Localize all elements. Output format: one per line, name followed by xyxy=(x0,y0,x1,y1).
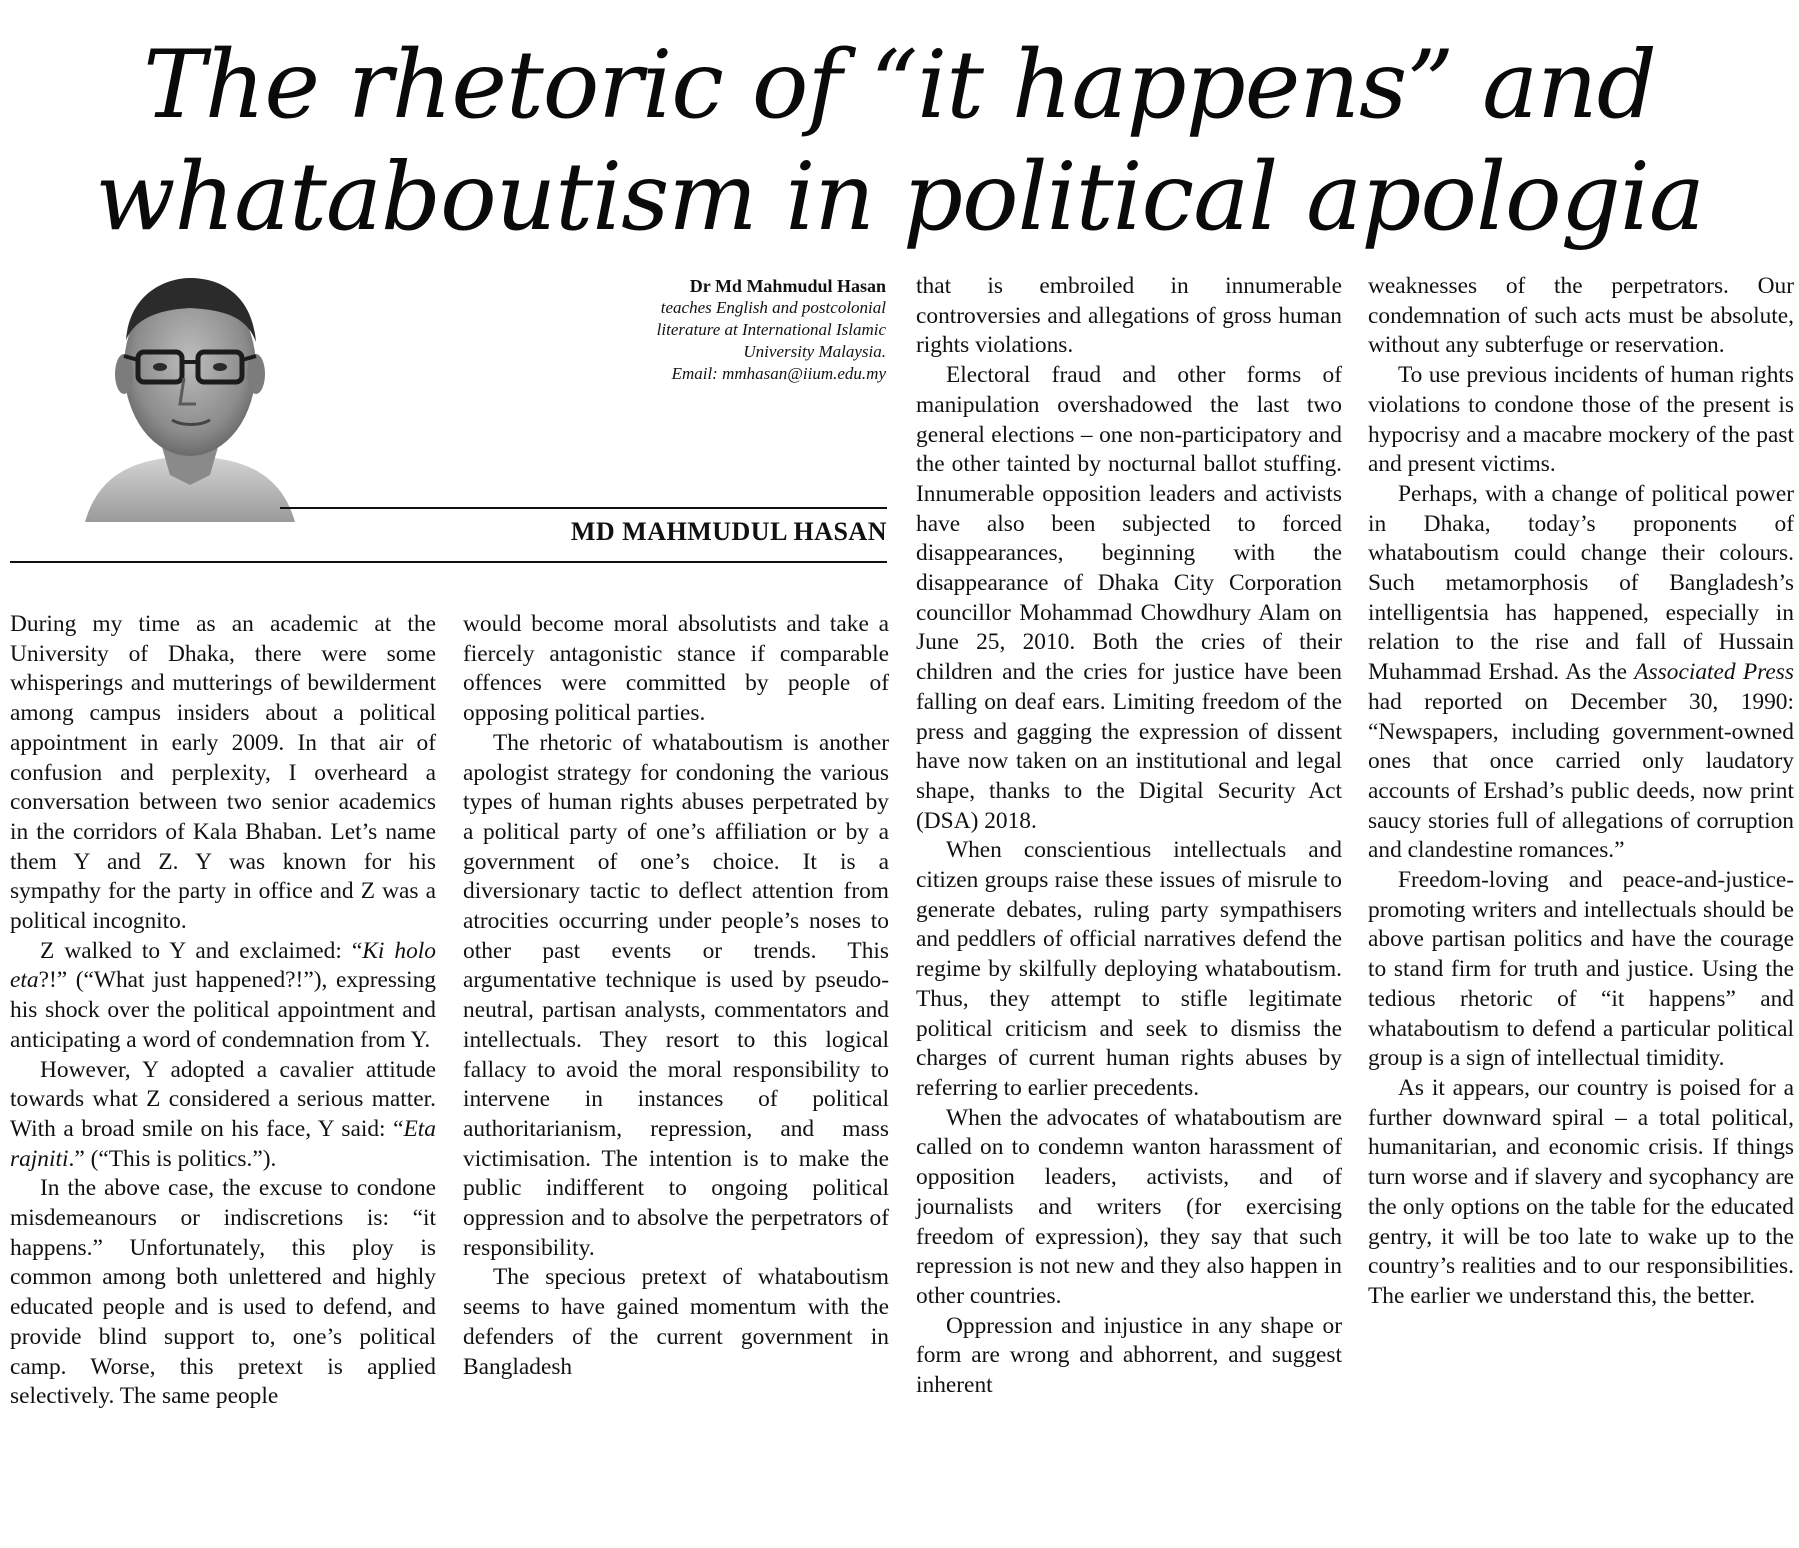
paragraph: Freedom-loving and peace-and-justice-promoting writers and intellectuals should be above partisan politics and have the courage to stand firm for truth and justice. Using the tedious rhetoric of “it happens” and whataboutism to defend a particular political group is a sign of intellectual timidity. xyxy=(1368,867,1794,1072)
paragraph: However, Y adopted a cavalier attitude towards what Z considered a serious matter. With a broad smile on his face, Y said: “Eta rajniti.” (“This is politics.”). xyxy=(10,1056,436,1172)
paragraph: As it appears, our country is poised for a further downward spiral – a total political, humanitarian, and economic crisis. If things turn worse and if slavery and sycophancy are the only options on the table for the educated gentry, it will be too late to wake up to the country’s realities and to our responsibilities. The earlier we understand this, the better. xyxy=(1368,1074,1794,1309)
paragraph: The rhetoric of whataboutism is another apologist strategy for condoning the various types of human rights abuses perpetrated by a political party of one’s affiliation or by a government of one’s choice. It is a diversionary tactic to deflect attention from atrocities occurring under people’s noses to other past events or trends. This argumentative technique is used by pseudo-neutral, partisan analysts, commentators and intellectuals. They resort to this logical fallacy to avoid the moral responsibility to intervene in instances of political authoritarianism, repression, and mass victimisation. The intention is to make the public indifferent to ongoing political oppression and to absolve the perpetrators of responsibility. xyxy=(463,729,889,1261)
divider-top xyxy=(280,507,887,509)
author-portrait xyxy=(80,270,300,522)
divider-bottom xyxy=(10,561,887,563)
paragraph: When the advocates of whataboutism are called on to condemn wanton harassment of opposition leaders, activists, and of journalists and writers (for exercising freedom of expression), they say that such repression is not new and they also happen in other countries. xyxy=(916,1104,1342,1309)
paragraph: Oppression and injustice in any shape or form are wrong and abhorrent, and suggest inherent xyxy=(916,1312,1342,1399)
headline-line-2: whataboutism in political apologia xyxy=(95,143,1704,252)
paragraph: weaknesses of the perpetrators. Our condemnation of such acts must be absolute, without any subterfuge or reservation. xyxy=(1368,273,1794,359)
paragraph: During my time as an academic at the University of Dhaka, there were some whisperings and mutterings of bewilderment among campus insiders about a political appointment in early 2009. In that air of confusion and perplexity, I overheard a conversation between two senior academics in the corridors of Kala Bhaban. Let’s name them Y and Z. Y was known for his sympathy for the party in office and Z was a political incognito. xyxy=(10,611,436,935)
author-bio-line-3: University Malaysia. xyxy=(743,342,886,361)
paragraph: The specious pretext of whataboutism seems to have gained momentum with the defenders of the current government in Bangladesh xyxy=(463,1264,889,1380)
author-email: Email: mmhasan@iium.edu.my xyxy=(671,364,886,383)
article-column-4 xyxy=(1368,272,1794,1312)
paragraph: that is embroiled in innumerable controversies and allegations of gross human rights violations. xyxy=(916,273,1342,359)
author-name: Dr Md Mahmudul Hasan xyxy=(689,276,886,296)
paragraph: Z walked to Y and exclaimed: “Ki holo eta?!” (“What just happened?!”), expressing his shock over the political appointment and anticipating a word of condemnation from Y. xyxy=(10,937,436,1053)
paragraph: In the above case, the excuse to condone misdemeanours or indiscretions is: “it happens.” Unfortunately, this ploy is common among both unlettered and highly educated people and is used to defend, and provide blind support to, one’s political camp. Worse, this pretext is applied selectively. The same people xyxy=(10,1175,436,1410)
paragraph: Electoral fraud and other forms of manipulation overshadowed the last two general elections – one non-participatory and the other tainted by nocturnal ballot stuffing. Innumerable opposition leaders and activists have also been subjected to forced disappearances, beginning with the disappearance of Dhaka City Corporation councillor Mohammad Chowdhury Alam on June 25, 2010. Both the cries of their children and the cries for justice have been falling on deaf ears. Limiting freedom of the press and gagging the expression of dissent have now taken on an institutional and legal shape, thanks to the Digital Security Act (DSA) 2018. xyxy=(916,362,1342,834)
paragraph: When conscientious intellectuals and citizen groups raise these issues of misrule to generate debates, ruling party sympathisers and peddlers of official narratives defend the regime by skilfully deploying whataboutism. Thus, they attempt to stifle legitimate political criticism and seek to dismiss the charges of current human rights abuses by referring to earlier precedents. xyxy=(916,837,1342,1101)
author-caps-name: MD MAHMUDUL HASAN xyxy=(570,517,887,546)
headline-line-1: The rhetoric of “it happens” and xyxy=(143,31,1656,140)
article-column-2 xyxy=(463,610,889,1382)
article-column-3 xyxy=(916,272,1342,1401)
paragraph: To use previous incidents of human rights violations to condone those of the present is hypocrisy and a macabre mockery of the past and present victims. xyxy=(1368,362,1794,478)
author-bio-line-2: literature at International Islamic xyxy=(656,320,886,339)
author-bio-line-1: teaches English and postcolonial xyxy=(660,298,886,317)
article-column-1 xyxy=(10,610,436,1412)
paragraph: Perhaps, with a change of political power in Dhaka, today’s proponents of whataboutism could change their colours. Such metamorphosis of Bangladesh’s intelligentsia has happened, especially in relation to the rise and fall of Hussain Muhammad Ershad. As the Associated Press had reported on December 30, 1990: “Newspapers, including government-owned ones that once carried only laudatory accounts of Ershad’s public deeds, now print saucy stories full of allegations of corruption and clandestine romances.” xyxy=(1368,480,1794,864)
paragraph: would become moral absolutists and take a fiercely antagonistic stance if comparable offences were committed by people of opposing political parties. xyxy=(463,611,889,727)
headline xyxy=(0,30,1799,254)
author-bio xyxy=(560,275,886,385)
